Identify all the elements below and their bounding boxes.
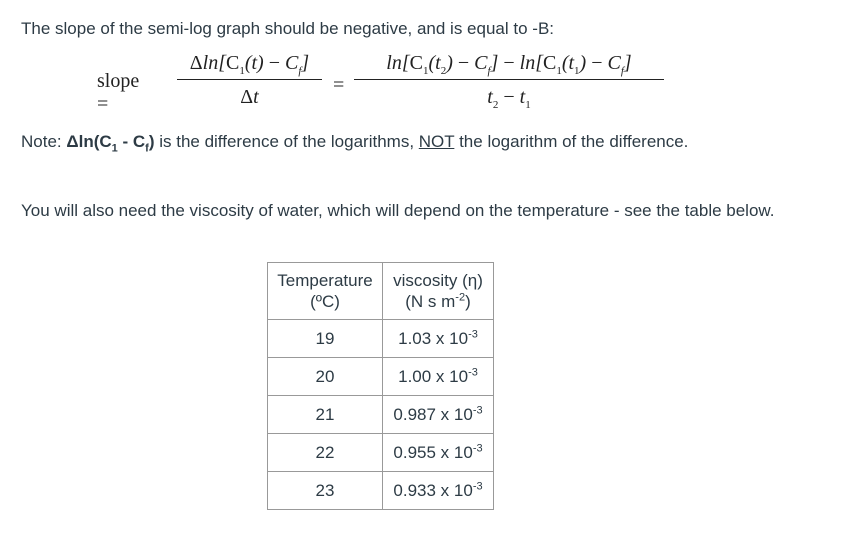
fraction-2-numerator: $\ln[C_1(t_2) - C_f] - \ln[C_1(t_1) - C_f]$ bbox=[386, 52, 632, 77]
header-viscosity: viscosity (η) (N s $m^{-2}$) bbox=[383, 263, 494, 320]
table-row bbox=[268, 434, 494, 472]
table-row bbox=[268, 320, 494, 358]
temperature-cell: 22 bbox=[268, 434, 383, 472]
note-text: Note: $\Delta\ln(C_1 - C_f)$ is the difference of the logarithms, NOT the logarithm of the difference. bbox=[21, 132, 689, 155]
viscosity-cell: 1.03 x $10^{-3}$ bbox=[383, 320, 494, 358]
header-temperature: Temperature (ºC) bbox=[268, 263, 383, 320]
viscosity-cell: 0.933 x $10^{-3}$ bbox=[383, 472, 494, 510]
table-row bbox=[268, 472, 494, 510]
viscosity-cell: 0.987 x $10^{-3}$ bbox=[383, 396, 494, 434]
note-label: Note: bbox=[21, 132, 62, 151]
temperature-cell: 23 bbox=[268, 472, 383, 510]
fraction-1-denominator: Δt bbox=[240, 86, 259, 108]
fraction-2-denominator: $t_2 - t_1$ bbox=[487, 86, 531, 111]
fraction-1-numerator: $\Delta\ln[C_1(t) - C_f]$ bbox=[189, 52, 310, 77]
equals-sign: = bbox=[333, 74, 345, 96]
table-header-row bbox=[268, 263, 494, 320]
temperature-cell: 19 bbox=[268, 320, 383, 358]
table-row bbox=[268, 358, 494, 396]
temperature-cell: 21 bbox=[268, 396, 383, 434]
viscosity-table bbox=[267, 262, 494, 510]
temperature-cell: 20 bbox=[268, 358, 383, 396]
viscosity-paragraph: You will also need the viscosity of water, which will depend on the temperature - see the table below. bbox=[21, 201, 775, 220]
fraction-1 bbox=[177, 52, 322, 109]
viscosity-cell: 0.955 x $10^{-3}$ bbox=[383, 434, 494, 472]
note-expression: $\Delta\ln(C_1 - C_f)$ bbox=[66, 132, 155, 155]
note-emphasis: NOT bbox=[418, 132, 455, 151]
equation-lhs: slope = bbox=[97, 70, 140, 115]
table-row bbox=[268, 396, 494, 434]
intro-text: The slope of the semi-log graph should be negative, and is equal to -B: bbox=[21, 19, 555, 38]
fraction-2 bbox=[354, 52, 664, 109]
viscosity-cell: 1.00 x $10^{-3}$ bbox=[383, 358, 494, 396]
